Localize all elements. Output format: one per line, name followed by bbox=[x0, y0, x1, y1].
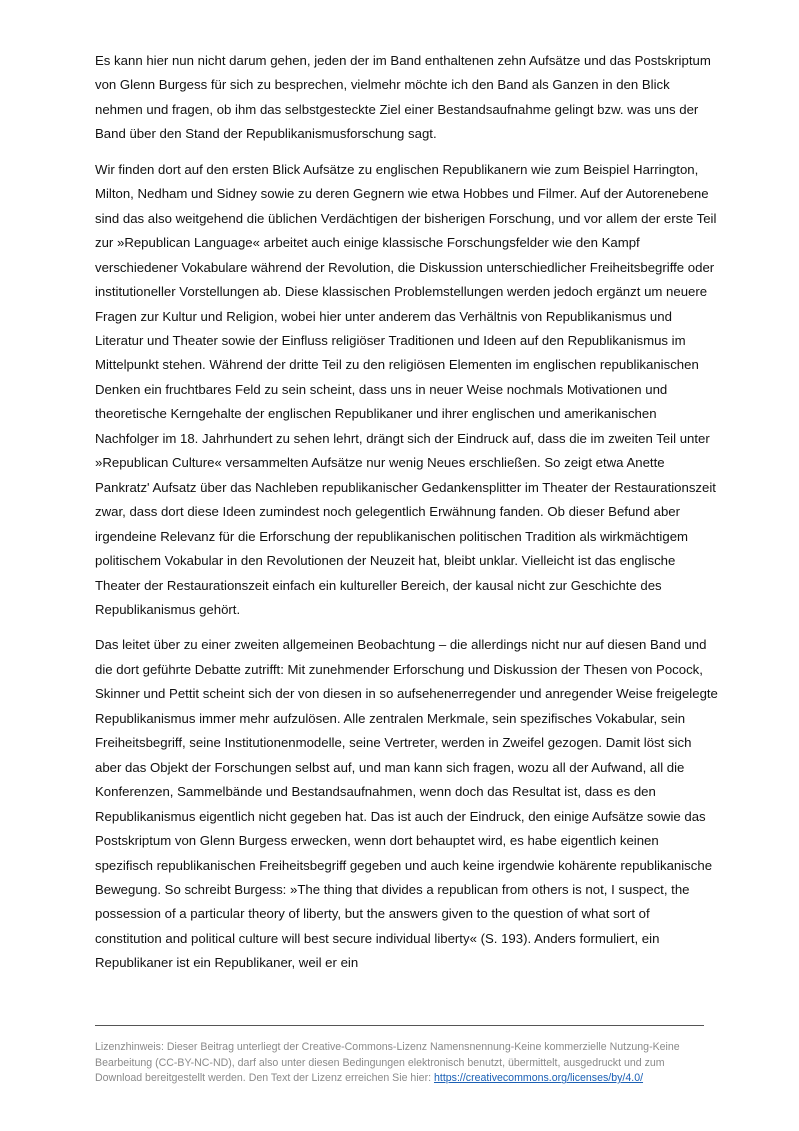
paragraph-intro: Es kann hier nun nicht darum gehen, jeden der im Band enthaltenen zehn Aufsätze und das Postskriptum von Glenn Burgess für sich zu besprechen, vielmehr möchte ich den Band als Ganzen in den Blick nehmen und fragen, ob ihm das selbstgesteckte Ziel einer Bestandsaufnahme gelingt bzw. was uns der Band über den Stand der Republikanismusforschung sagt. bbox=[95, 53, 711, 142]
paragraph-overview: Wir finden dort auf den ersten Blick Aufsätze zu englischen Republikanern wie zum Beispiel Harrington, Milton, Nedham und Sidney sowie zu deren Gegnern wie etwa Hobbes und Filmer. Auf der Autorenebene sind das also weitgehend die üblichen Verdächtigen der bisherigen Forschung, und vor allem der erste Teil zur »Republican Language« arbeitet auch einige klassische Forschungsfelder wie den Kampf verschiedener Vokabulare während der Revolution, die Diskussion unterschiedlicher Freiheitsbegriffe oder institutioneller Vorstellungen ab. Diese klassischen Problemstellungen werden jedoch ergänzt um neuere Fragen zur Kultur und Religion, wobei hier unter anderem das Verhältnis von Republikanismus und Literatur und Theater sowie der Einfluss religiöser Traditionen und Ideen auf den Republikanismus im Mittelpunkt stehen. Während der dritte Teil zu den religiösen Elementen im englischen republikanischen Denken ein fruchtbares Feld zu sein scheint, dass uns in neuer Weise nochmals Motivationen und theoretische Kerngehalte der englischen Republikaner und ihrer englischen und amerikanischen Nachfolger im 18. Jahrhundert zu sehen lehrt, drängt sich der Eindruck auf, dass die im zweiten Teil unter »Republican Culture« versammelten Aufsätze nur wenig Neues erschließen. So zeigt etwa Anette Pankratz' Aufsatz über das Nachleben republikanischer Gedankensplitter im Theater der Restaurationszeit zwar, dass dort diese Ideen zumindest noch gelegentlich Erwähnung fanden. Ob dieser Befund aber irgendeine Relevanz für die Erforschung der republikanischen politischen Tradition als wirkmächtigem politischem Vokabular in den Revolutionen der Neuzeit hat, bleibt unklar. Vielleicht ist das englische Theater der Restaurationszeit einfach ein kultureller Bereich, der kausal nicht zur Geschichte des Republikanismus gehört. bbox=[95, 161, 717, 617]
license-footer bbox=[95, 1040, 710, 1087]
document-body bbox=[95, 49, 720, 987]
license-link[interactable]: https://creativecommons.org/licenses/by/4.0/ bbox=[434, 1072, 644, 1085]
paragraph-observation: Das leitet über zu einer zweiten allgemeinen Beobachtung – die allerdings nicht nur auf diesen Band und die dort geführte Debatte zutrifft: Mit zunehmender Erforschung und Diskussion der Thesen von Pocock, Skinner und Pettit scheint sich der von diesen in so aufsehenerregender und anregender Weise freigelegte Republikanismus immer mehr aufzulösen. Alle zentralen Merkmale, sein spezifisches Vokabular, sein Freiheitsbegriff, seine Institutionenmodelle, seine Vertreter, werden in Zweifel gezogen. Damit löst sich aber das Objekt der Forschungen selbst auf, und man kann sich fragen, wozu all der Aufwand, all die Konferenzen, Sammelbände und Bestandsaufnahmen, wenn doch das Resultat ist, dass es den Republikanismus eigentlich nicht gegeben hat. Das ist auch der Eindruck, den einige Aufsätze sowie das Postskriptum von Glenn Burgess erwecken, wenn dort behauptet wird, es habe eigentlich keinen spezifisch republikanischen Freiheitsbegriff gegeben und auch keine irgendwie kohärente republikanische Bewegung. So schreibt Burgess: »The thing that divides a republican from others is not, I suspect, the possession of a particular theory of liberty, but the answers given to the question of what sort of constitution and political culture will best secure individual liberty« (S. 193). Anders formuliert, ein Republikaner ist ein Republikaner, weil er ein bbox=[95, 637, 718, 971]
footer-divider bbox=[95, 1025, 704, 1026]
license-notice: Lizenzhinweis: Dieser Beitrag unterliegt der Creative-Commons-Lizenz Namensnennung-Keine kommerzielle Nutzung-Keine Bearbeitung (CC-BY-NC-ND), darf also unter diesen Bedingungen elektronisch benutzt, übermittelt, ausgedruckt und zum Download bereitgestellt werden. Den Text der Lizenz erreichen Sie hier: bbox=[95, 1041, 680, 1085]
